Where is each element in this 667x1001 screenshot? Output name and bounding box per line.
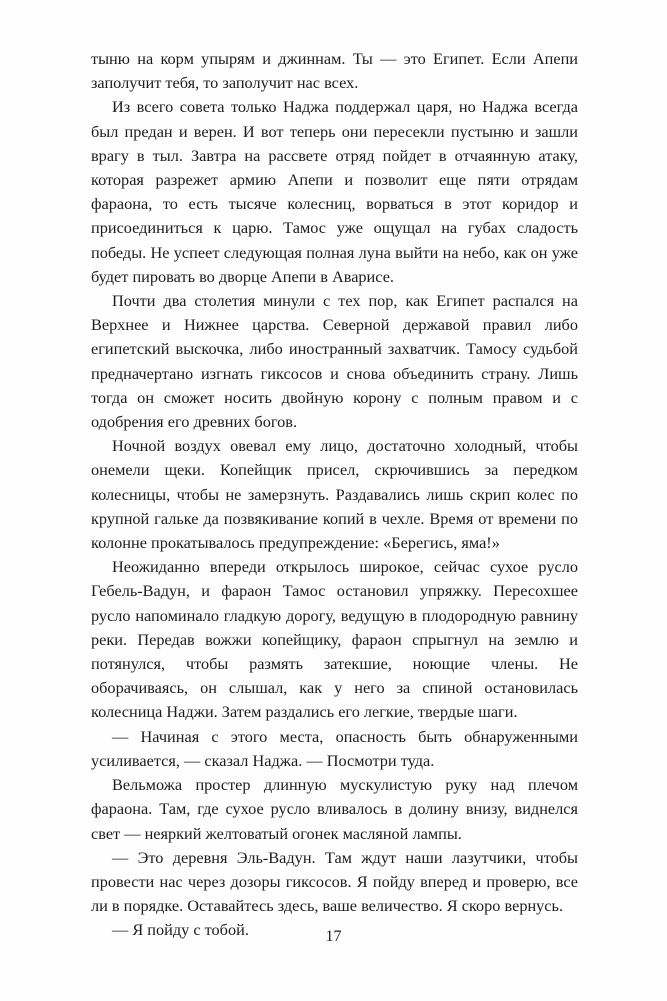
paragraph: Ночной воздух овевал ему лицо, достаточно холодный, чтобы онемели щеки. Копейщик присел, скрючившись за передком колесницы, чтобы не замерзнуть. Раздавались лишь скрип колес по крупной гальке да позвякивание копий в чехле. Время от времени по колонне прокатывалось предупреждение: «Берегись, яма!» — [91, 436, 578, 553]
paragraph: Вельможа простер длинную мускулистую руку над плечом фараона. Там, где сухое русло вливалось в долину внизу, виднелся свет — неяркий желтоватый огонек масляной лампы. — [91, 775, 578, 843]
dialogue-line: — Это деревня Эль-Вадун. Там ждут наши лазутчики, чтобы провести нас через дозоры гиксосов. Я пойду вперед и проверю, все ли в порядке. Оставайтесь здесь, ваше величество. Я скоро вернусь. — [91, 847, 578, 916]
paragraph: Из всего совета только Наджа поддержал царя, но Наджа всегда был предан и верен. И вот теперь они пересекли пустыню и зашли врагу в тыл. Завтра на рассвете отряд пойдет в отчаянную атаку, которая разрежет армию Апепи и позволит еще пяти отрядам фараона, то есть тысяче колесниц, ворваться в этот коридор и присоединиться к царю. Тамос уже ощущал на губах сладость победы. Не успеет следующая полная луна выйти на небо, как он уже будет пировать во дворце Апепи в Аварисе. — [91, 97, 578, 286]
dialogue-line: — Начиная с этого места, опасность быть обнаруженными усиливается, — сказал Наджа. — Посмотри туда. — [91, 726, 578, 770]
dialogue-line: — Я пойду с тобой. — [112, 920, 249, 940]
paragraph-continuation: тыню на корм упырям и джиннам. Ты — это Египет. Если Апепи заполучит тебя, то заполучит нас всех. — [91, 49, 578, 93]
paragraph: Неожиданно впереди открылось широкое, сейчас сухое русло Гебель-Вадун, и фараон Тамос остановил упряжку. Пересохшее русло напоминало гладкую дорогу, ведущую в плодородную равнину реки. Передав вожжи копейщику, фараон спрыгнул на землю и потянулся, чтобы размять затекшие, ноющие члены. Не оборачиваясь, он слышал, как у него за спиной остановилась колесница Наджи. Затем раздались его легкие, твердые шаги. — [91, 557, 578, 722]
paragraph: Почти два столетия минули с тех пор, как Египет распался на Верхнее и Нижнее царства. Северной державой правил либо египетский выскочка, либо иностранный захватчик. Тамосу судьбой предначертано изгнать гиксосов и снова объединить страну. Лишь тогда он сможет носить двойную корону с полным правом и с одобрения его древних богов. — [91, 291, 578, 432]
page-number: 17 — [325, 928, 342, 945]
body-text — [91, 47, 578, 943]
